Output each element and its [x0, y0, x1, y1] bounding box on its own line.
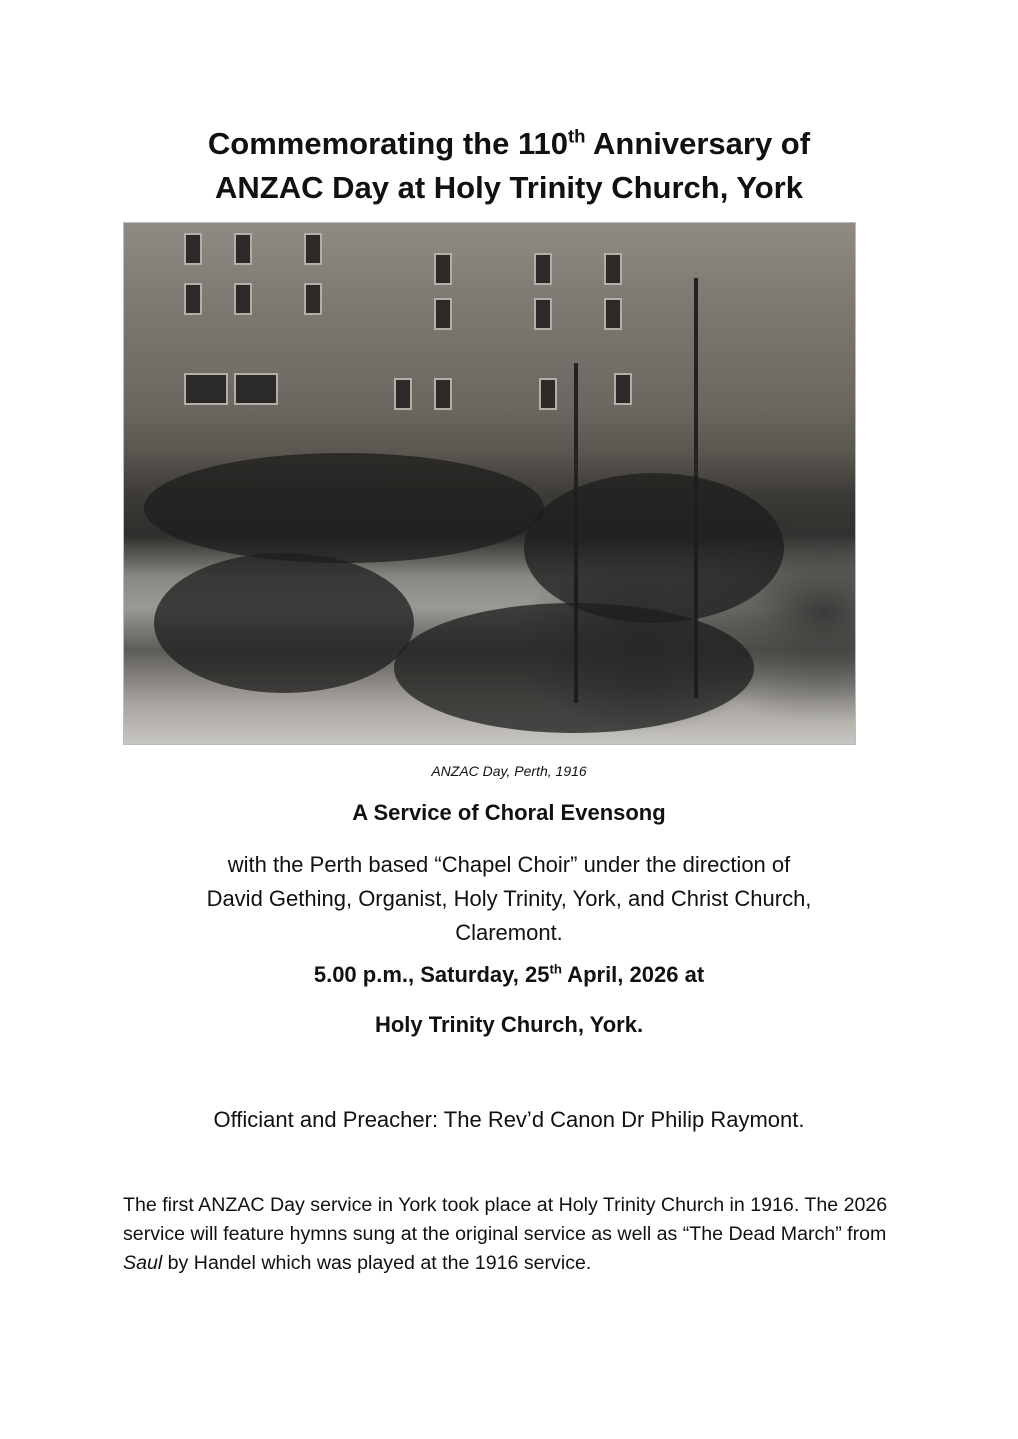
title-line-2: ANZAC Day at Holy Trinity Church, York: [215, 170, 803, 205]
description-line: with the Perth based “Chapel Choir” under the direction of: [227, 852, 791, 877]
description-line: David Gething, Organist, Holy Trinity, York, and Christ Church,: [206, 886, 812, 911]
service-title: A Service of Choral Evensong: [352, 800, 666, 825]
photo-caption: ANZAC Day, Perth, 1916: [431, 763, 587, 779]
page-title: [0, 122, 1018, 210]
history-paragraph: The first ANZAC Day service in York took place at Holy Trinity Church in 1916. The 2026 service will feature hymns sung at the original service as well as “The Dead March” from Saul by Handel which was played at the 1916 service.: [123, 1194, 888, 1274]
historic-photo: [123, 222, 856, 745]
officiant: Officiant and Preacher: The Rev’d Canon Dr Philip Raymont.: [213, 1107, 805, 1132]
service-place: Holy Trinity Church, York.: [374, 1012, 644, 1037]
description-line: Claremont.: [455, 920, 563, 945]
service-date: 5.00 p.m., Saturday, 25th April, 2026 at: [313, 961, 705, 987]
title-line-1: Commemorating the 110th Anniversary of: [207, 125, 811, 161]
service-description: [0, 848, 1018, 950]
